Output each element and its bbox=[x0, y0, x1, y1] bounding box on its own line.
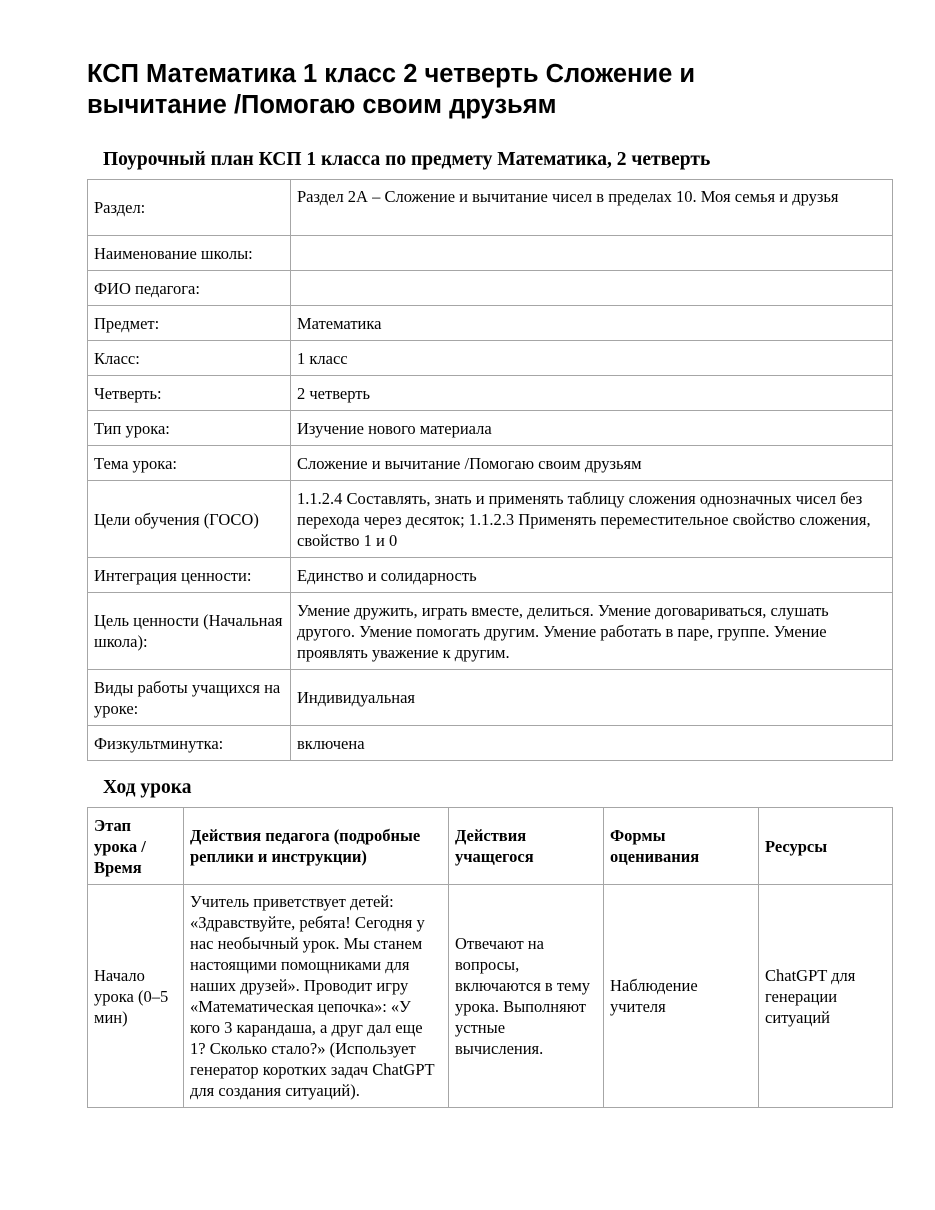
info-row-learning-goals bbox=[88, 481, 893, 558]
info-label: Предмет: bbox=[88, 306, 291, 341]
plan-heading: Поурочный план КСП 1 класса по предмету Математика, 2 четверть bbox=[103, 149, 711, 170]
info-row-physical-break bbox=[88, 726, 893, 761]
info-row-quarter bbox=[88, 376, 893, 411]
info-value: Умение дружить, играть вместе, делиться. Умение договариваться, слушать другого. Умение помогать другим. Умение работать в паре, группе. Умение проявлять уважение к другим. bbox=[291, 593, 893, 670]
lesson-course-table bbox=[87, 807, 893, 1108]
info-value bbox=[291, 271, 893, 306]
info-value: Индивидуальная bbox=[291, 670, 893, 726]
column-header-student-actions: Действия учащегося bbox=[449, 808, 604, 885]
column-header-resources: Ресурсы bbox=[759, 808, 893, 885]
table-row bbox=[88, 885, 893, 1108]
cell-student-actions: Отвечают на вопросы, включаются в тему урока. Выполняют устные вычисления. bbox=[449, 885, 604, 1108]
info-value: Изучение нового материала bbox=[291, 411, 893, 446]
info-label: Цель ценности (Начальная школа): bbox=[88, 593, 291, 670]
info-label: Тема урока: bbox=[88, 446, 291, 481]
column-header-stage: Этап урока / Время bbox=[88, 808, 184, 885]
cell-stage: Начало урока (0–5 мин) bbox=[88, 885, 184, 1108]
info-row-topic bbox=[88, 446, 893, 481]
info-label: Наименование школы: bbox=[88, 236, 291, 271]
info-value: 2 четверть bbox=[291, 376, 893, 411]
info-label: Класс: bbox=[88, 341, 291, 376]
cell-resources: ChatGPT для генерации ситуаций bbox=[759, 885, 893, 1108]
info-value: Сложение и вычитание /Помогаю своим друзьям bbox=[291, 446, 893, 481]
info-row-lesson-type bbox=[88, 411, 893, 446]
info-label: Тип урока: bbox=[88, 411, 291, 446]
cell-assessment: Наблюдение учителя bbox=[604, 885, 759, 1108]
column-header-assessment: Формы оценивания bbox=[604, 808, 759, 885]
info-label: Интеграция ценности: bbox=[88, 558, 291, 593]
info-row-work-types bbox=[88, 670, 893, 726]
info-value: Раздел 2А – Сложение и вычитание чисел в пределах 10. Моя семья и друзья bbox=[291, 180, 893, 236]
info-label: ФИО педагога: bbox=[88, 271, 291, 306]
info-row-section bbox=[88, 180, 893, 236]
info-row-value-goal bbox=[88, 593, 893, 670]
info-value bbox=[291, 236, 893, 271]
info-row-teacher bbox=[88, 271, 893, 306]
info-value: 1.1.2.4 Составлять, знать и применять таблицу сложения однозначных чисел без перехода через десяток; 1.1.2.3 Применять переместительное свойство сложения, свойство 1 и 0 bbox=[291, 481, 893, 558]
info-value: Математика bbox=[291, 306, 893, 341]
info-row-subject bbox=[88, 306, 893, 341]
info-label: Цели обучения (ГОСО) bbox=[88, 481, 291, 558]
info-row-grade bbox=[88, 341, 893, 376]
info-value: 1 класс bbox=[291, 341, 893, 376]
column-header-teacher-actions: Действия педагога (подробные реплики и инструкции) bbox=[184, 808, 449, 885]
table-header-row bbox=[88, 808, 893, 885]
info-row-school bbox=[88, 236, 893, 271]
info-row-value-integration bbox=[88, 558, 893, 593]
info-label: Раздел: bbox=[88, 180, 291, 236]
info-label: Четверть: bbox=[88, 376, 291, 411]
info-value: Единство и солидарность bbox=[291, 558, 893, 593]
cell-teacher-actions: Учитель приветствует детей: «Здравствуйте, ребята! Сегодня у нас необычный урок. Мы станем настоящими помощниками для наших друзей». Проводит игру «Математическая цепочка»: «У кого 3 карандаша, а друг дал еще 1? Сколько стало?» (Использует генератор коротких задач ChatGPT для создания ситуаций). bbox=[184, 885, 449, 1108]
lesson-info-table bbox=[87, 179, 893, 761]
document-title: КСП Математика 1 класс 2 четверть Сложение и вычитание /Помогаю своим друзьям bbox=[87, 60, 696, 119]
info-value: включена bbox=[291, 726, 893, 761]
info-label: Виды работы учащихся на уроке: bbox=[88, 670, 291, 726]
info-label: Физкультминутка: bbox=[88, 726, 291, 761]
course-heading: Ход урока bbox=[103, 777, 192, 798]
